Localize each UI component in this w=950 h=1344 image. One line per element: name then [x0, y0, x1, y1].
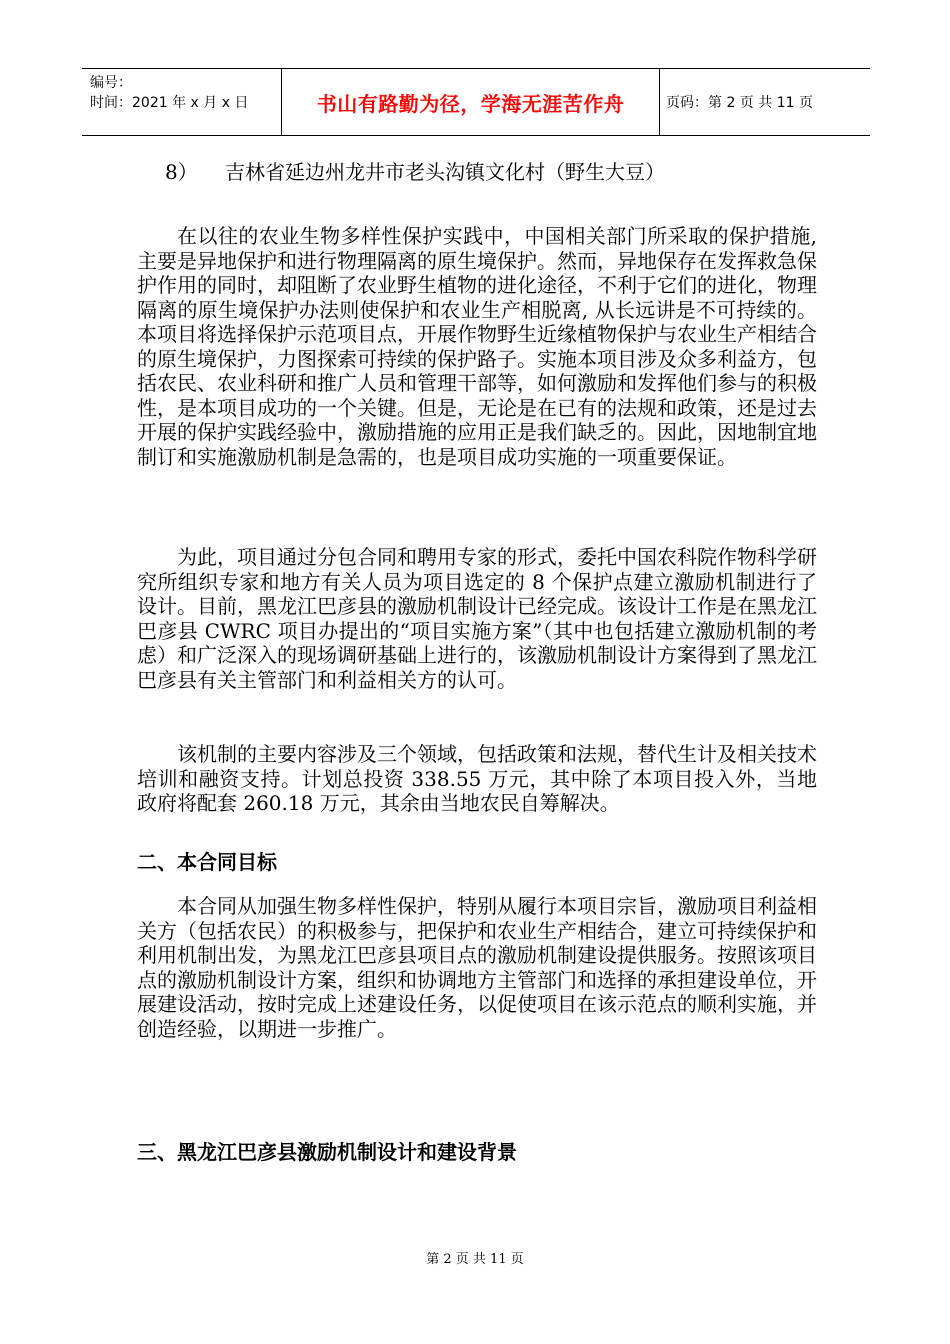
section-heading-3: 三、黑龙江巴彦县激励机制设计和建设背景	[137, 1140, 517, 1164]
page-header	[82, 68, 870, 136]
body-paragraph: 在以往的农业生物多样性保护实践中，中国相关部门所采取的保护措施,主要是异地保护和进行物理隔离的原生境保护。然而，异地保存在发挥救急保护作用的同时，却阻断了农业野生植物的进化途径，不利于它们的进化，物理隔离的原生境保护办法则使保护和农业生产相脱离, 从长远讲是不可持续的。本项目将选择保护示范项目点，开展作物野生近缘植物保护与农业生产相结合的原生境保护，力图探索可持续的保护路子。实施本项目涉及众多利益方，包括农民、农业科研和推广人员和管理干部等，如何激励和发挥他们参与的积极性，是本项目成功的一个关键。但是，无论是在已有的法规和政策，还是过去开展的保护实践经验中，激励措施的应用正是我们缺乏的。因此，因地制宜地制订和实施激励机制是急需的，也是项目成功实施的一项重要保证。	[137, 224, 817, 469]
header-motto: 书山有路勤为径，学海无涯苦作舟	[316, 91, 625, 116]
list-item-8	[165, 160, 665, 184]
header-meta	[82, 69, 282, 135]
body-paragraph: 为此，项目通过分包合同和聘用专家的形式，委托中国农科院作物科学研究所组织专家和地方有关人员为项目选定的 8 个保护点建立激励机制进行了设计。目前，黑龙江巴彦县的激励机制设计已经完成。该设计工作是在黑龙江巴彦县 CWRC 项目办提出的“项目实施方案”（其中也包括建立激励机制的考虑）和广泛深入的现场调研基础上进行的，该激励机制设计方案得到了黑龙江巴彦县有关主管部门和利益相关方的认可。	[137, 545, 817, 692]
header-time-label: 时间：2021 年 x 月 x 日	[90, 95, 249, 111]
body-paragraph-1-block	[137, 224, 817, 469]
header-number-label: 编号：	[90, 75, 132, 91]
body-paragraph-2-block	[137, 545, 817, 692]
body-paragraph: 本合同从加强生物多样性保护，特别从履行本项目宗旨，激励项目利益相关方（包括农民）的积极参与，把保护和农业生产相结合，建立可持续保护和利用机制出发，为黑龙江巴彦县项目点的激励机制建设提供服务。按照该项目点的激励机制设计方案，组织和协调地方主管部门和选择的承担建设单位，开展建设活动，按时完成上述建设任务，以促使项目在该示范点的顺利实施，并创造经验，以期进一步推广。	[137, 894, 817, 1041]
section-heading-2: 二、本合同目标	[137, 850, 277, 874]
section-2-paragraph-block	[137, 894, 817, 1041]
header-motto-cell	[282, 69, 660, 135]
page-footer: 第 2 页 共 11 页	[426, 1252, 524, 1267]
list-item-text: 吉林省延边州龙井市老头沟镇文化村（野生大豆）	[225, 160, 665, 184]
body-paragraph-3-block	[137, 742, 817, 816]
header-page-cell	[660, 69, 870, 135]
body-paragraph: 该机制的主要内容涉及三个领域，包括政策和法规，替代生计及相关技术培训和融资支持。计划总投资 338.55 万元，其中除了本项目投入外，当地政府将配套 260.18 万元，其余由当地农民自筹解决。	[137, 742, 817, 815]
header-page-label: 页码：第 2 页 共 11 页	[666, 95, 813, 111]
list-item-number: 8）	[165, 160, 198, 184]
